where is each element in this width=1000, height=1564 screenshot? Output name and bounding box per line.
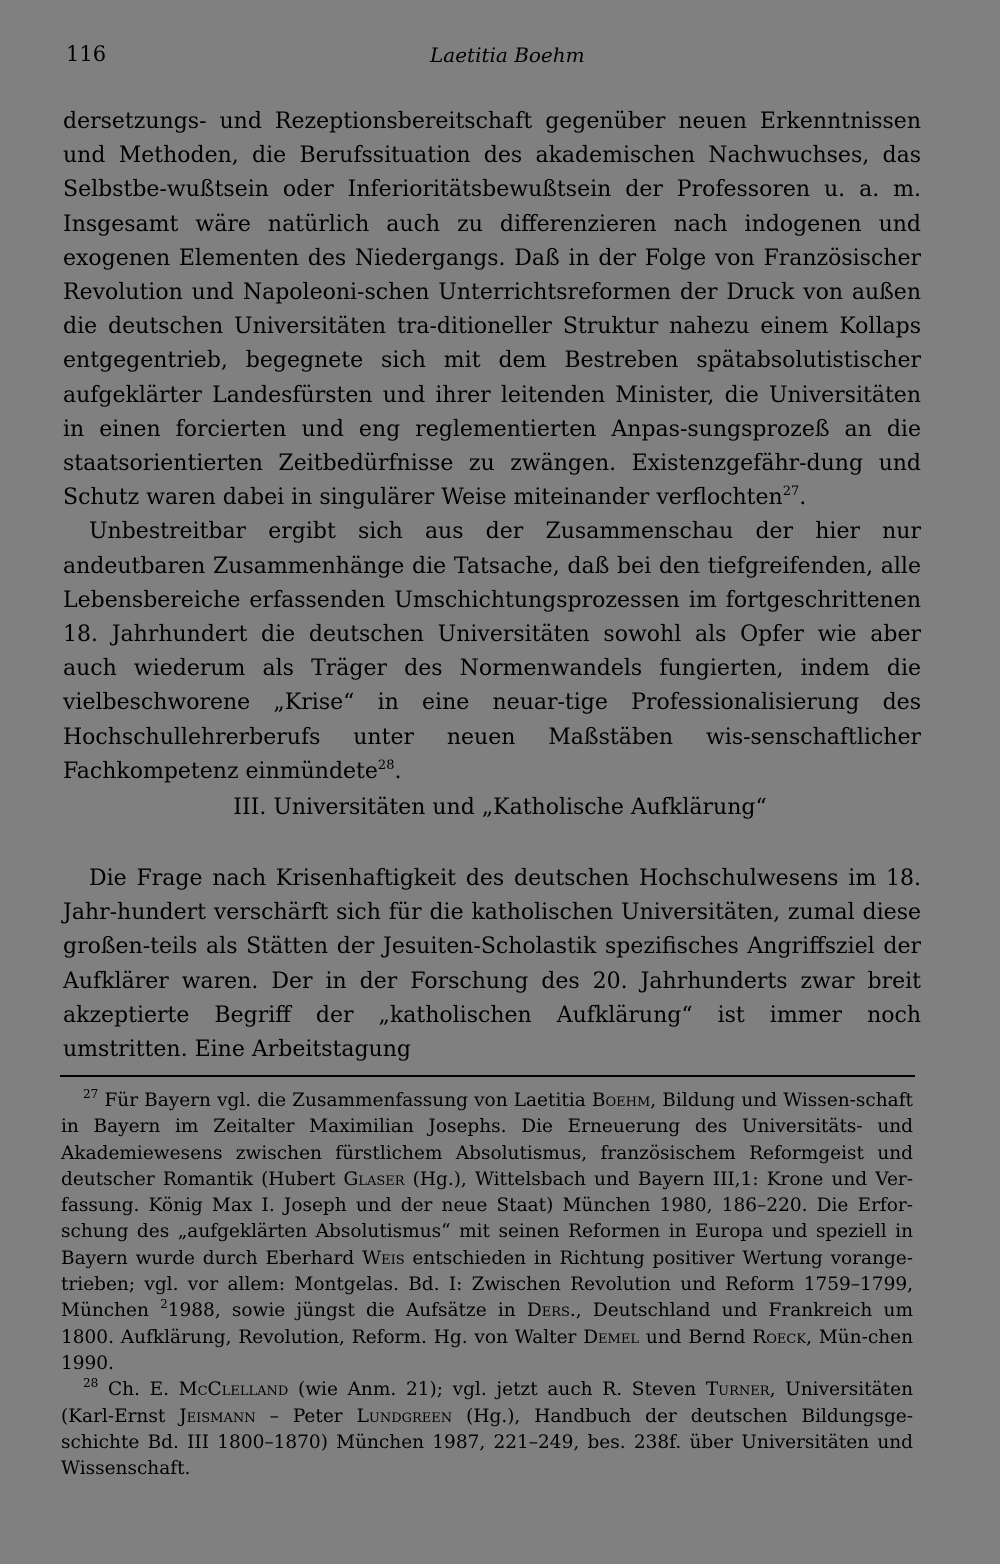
footnote-text: , Bildung und Wissen-schaft in Bayern im Zeitalter Maximilian Josephs. Die Erneuerung des Universitäts- und Akademiewesens zwischen fürstlichem Absolutismus, französischem Reformgeist und deutscher Romantik (Hubert [61, 1090, 913, 1190]
footnote-text: , Deutschland und Frankreich um 1800. Aufklärung, Revolution, Reform. Hg. von Walter [61, 1300, 913, 1348]
main-text [63, 105, 921, 789]
footnote-rule [60, 1075, 915, 1077]
footnote-text: (Hg.), Wittelsbach und Bayern III,1: Krone und Ver-fassung. König Max I. Joseph und der neue Staat) München 1980, 186–220. Die Erfor-schung des „aufgeklärten Absolutismus“ mit seinen Reformen in Europa und speziell in Bayern wurde durch Eberhard [61, 1168, 913, 1269]
paragraph-end: . [799, 485, 807, 511]
footnote-number: 28 [83, 1376, 99, 1391]
paragraph-text: dersetzungs- und Rezeptionsbereitschaft gegenüber neuen Erkenntnissen und Methoden, die Berufssituation des akademischen Nachwuchses, das Selbstbe-wußtsein oder Inferioritätsbewußtsein der Professoren u. a. m. Insgesamt wäre natürlich auch zu differenzieren nach indogenen und exogenen Elementen des Niedergangs. Daß in der Folge von Französischer Revolution und Napoleoni-schen Unterrichtsreformen der Druck von außen die deutschen Universitäten tra-ditioneller Struktur nahezu einem Kollaps entgegentrieb, begegnete sich mit dem Bestreben spätabsolutistischer aufgeklärter Landesfürsten und ihrer leitenden Minister, die Universitäten in einen forcierten und eng reglementierten Anpas-sungsprozeß an die staatsorientierten Zeitbedürfnisse zu zwängen. Existenzgefähr-dung und Schutz waren dabei in singulärer Weise miteinander verflochten [63, 109, 921, 511]
section-heading: III. Universitäten und „Katholische Aufklärung“ [233, 795, 767, 820]
running-head: Laetitia Boehm [430, 43, 585, 67]
page-number: 116 [66, 42, 107, 66]
footnote-text: , Mün-chen 1990. [61, 1326, 913, 1374]
section-text [63, 862, 921, 1067]
footnote-text: – Peter [255, 1405, 357, 1427]
footnote-27 [61, 1088, 913, 1377]
footnote-text: , Universitäten (Karl-Ernst [61, 1379, 913, 1427]
footnote-number: 27 [83, 1087, 99, 1101]
footnote-reference: 28 [377, 757, 395, 773]
footnote-text: (wie Anm. 21); vgl. jetzt auch R. Steven [288, 1379, 706, 1401]
footnote-text: (Hg.), Handbuch der deutschen Bildungsge-schichte Bd. III 1800–1870) München 1987, 221–249, bes. 238f. über Universitäten und Wissenschaft. [61, 1405, 913, 1480]
footnotes [61, 1088, 913, 1482]
footnote-text: und Bernd [638, 1326, 753, 1348]
footnote-reference: 27 [782, 484, 800, 500]
author-name: Ders. [526, 1300, 576, 1322]
footnote-text: 1988, sowie jüngst die Aufsätze in [167, 1300, 527, 1322]
author-name: McClelland [178, 1379, 289, 1401]
footnote-28 [61, 1377, 913, 1482]
footnote-text: Für Bayern vgl. die Zusammenfassung von Laetitia [104, 1090, 592, 1111]
author-name: Glaser [343, 1168, 405, 1190]
author-name: Lundgreen [356, 1405, 453, 1427]
footnote-text: Ch. E. [107, 1379, 179, 1401]
author-name: Weis [362, 1247, 405, 1269]
edition-number: 2 [160, 1297, 168, 1312]
author-name: Turner [705, 1379, 770, 1401]
footnote-text: entschieden in Richtung positiver Wertung vorange-trieben; vgl. vor allem: Montgelas. Bd. I: Zwischen Revolution und Reform 1759–1799, München [61, 1247, 913, 1322]
paragraph: Die Frage nach Krisenhaftigkeit des deutschen Hochschulwesens im 18. Jahr-hundert verschärft sich für die katholischen Universitäten, zumal diese großen-teils als Stätten der Jesuiten-Scholastik spezifisches Angriffsziel der Aufklärer waren. Der in der Forschung des 20. Jahrhunderts zwar breit akzeptierte Begriff der „katholischen Aufklärung“ ist immer noch umstritten. Eine Arbeitstagung [63, 866, 921, 1063]
paragraph-text: Unbestreitbar ergibt sich aus der Zusammenschau der hier nur andeutbaren Zusammenhänge die Tatsache, daß bei den tiefgreifenden, alle Lebensbereiche erfassenden Umschichtungsprozessen im fortgeschrittenen 18. Jahrhundert die deutschen Universitäten sowohl als Opfer wie aber auch wiederum als Träger des Normenwandels fungierten, indem die vielbeschworene „Krise“ in eine neuar-tige Professionalisierung des Hochschullehrerberufs unter neuen Maßstäben wis-senschaftlicher Fachkompetenz einmündete [63, 519, 921, 784]
paragraph [63, 105, 921, 515]
paragraph [63, 515, 921, 789]
author-name: Demel [583, 1326, 639, 1348]
author-name: Roeck [752, 1326, 807, 1348]
paragraph-end: . [394, 758, 402, 784]
author-name: Boehm [591, 1090, 651, 1111]
author-name: Jeismann [179, 1405, 256, 1427]
